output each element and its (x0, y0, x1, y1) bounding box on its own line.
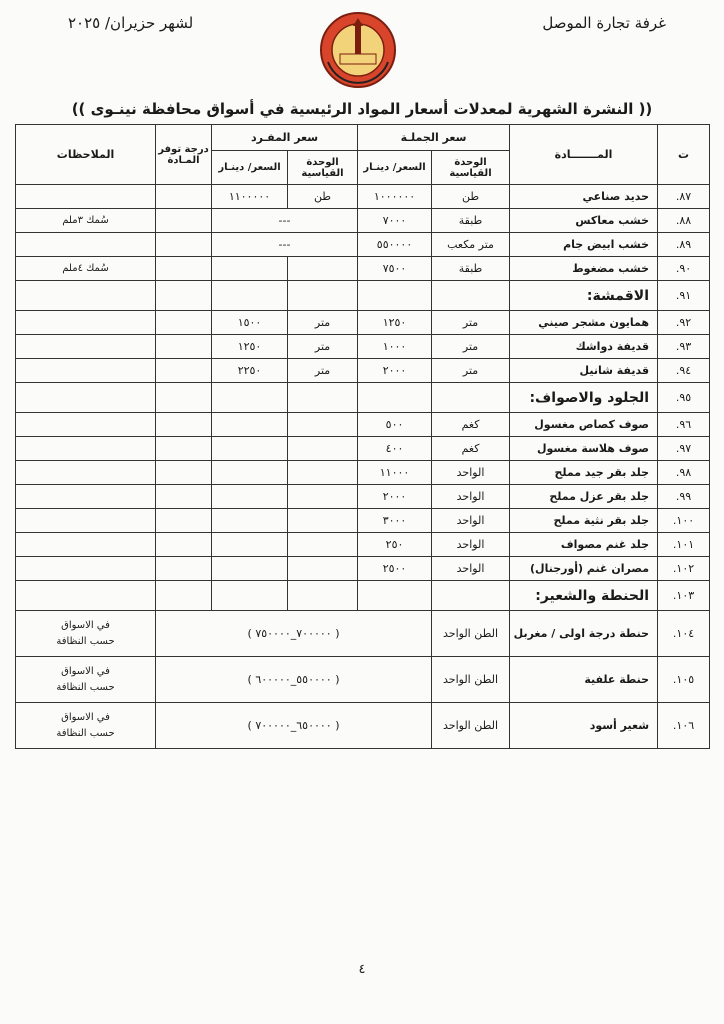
grain-row (16, 703, 710, 749)
bulletin-month: لشهر حزيران/ ٢٠٢٥ (68, 14, 194, 32)
table-row (16, 311, 710, 335)
table-row (16, 233, 710, 257)
retail-price: ٢٢٥٠ (212, 359, 288, 383)
material-name: قديفة دواشك (510, 335, 658, 359)
wholesale-price: ٧٥٠٠ (358, 257, 432, 281)
wholesale-unit: طبقة (432, 257, 510, 281)
notes-line: في الاسواق (61, 665, 110, 677)
wholesale-price: ١٠٠٠٠٠٠ (358, 185, 432, 209)
retail-unit (288, 557, 358, 581)
notes (16, 611, 156, 657)
wholesale-unit: الواحد (432, 509, 510, 533)
row-number: ٨٩. (658, 233, 710, 257)
notes: سُمك ٤ملم (16, 257, 156, 281)
retail-price (212, 461, 288, 485)
availability (156, 311, 212, 335)
wholesale-price-header: السعر/ دينـار (358, 151, 432, 185)
notes: سُمك ٣ملم (16, 209, 156, 233)
section-row (16, 383, 710, 413)
section-row (16, 281, 710, 311)
material-name: حنطة علفية (510, 657, 658, 703)
page-number: ٤ (358, 962, 366, 977)
row-number: ١٠١. (658, 533, 710, 557)
row-number: ١٠٢. (658, 557, 710, 581)
table-row (16, 509, 710, 533)
notes (16, 335, 156, 359)
retail-unit (288, 461, 358, 485)
row-number: ٩٤. (658, 359, 710, 383)
notes (16, 485, 156, 509)
notes (16, 703, 156, 749)
material-name: صوف كصاص مغسول (510, 413, 658, 437)
availability (156, 533, 212, 557)
material-name: حديد صناعي (510, 185, 658, 209)
retail-unit (288, 509, 358, 533)
row-number: ٨٨. (658, 209, 710, 233)
row-number: ٩٧. (658, 437, 710, 461)
wholesale-price: ٢٠٠٠ (358, 359, 432, 383)
retail-unit-header: الوحدة القياسية (288, 151, 358, 185)
table-row (16, 533, 710, 557)
wholesale-price: ٢٠٠٠ (358, 485, 432, 509)
row-number: ١٠٤. (658, 611, 710, 657)
wholesale-unit: متر (432, 335, 510, 359)
grain-unit: الطن الواحد (432, 657, 510, 703)
material-name: همايون مشجر صيني (510, 311, 658, 335)
retail-price (212, 509, 288, 533)
wholesale-price: ٧٠٠٠ (358, 209, 432, 233)
material-name: خشب مضغوط (510, 257, 658, 281)
wholesale-price: ١٠٠٠ (358, 335, 432, 359)
section-title: الحنطة والشعير: (510, 581, 658, 611)
table-row (16, 437, 710, 461)
wholesale-price: ٢٥٠ (358, 533, 432, 557)
availability (156, 185, 212, 209)
col-wholesale-header: سعر الجملـة (358, 125, 510, 151)
grain-row (16, 657, 710, 703)
row-number: ٨٧. (658, 185, 710, 209)
wholesale-unit: متر مكعب (432, 233, 510, 257)
bulletin-title: (( النشرة الشهرية لمعدلات أسعار المواد الرئيسية في أسواق محافظة نينـوى )) (71, 100, 653, 118)
row-number: ٩٠. (658, 257, 710, 281)
wholesale-unit-header: الوحدة القياسية (432, 151, 510, 185)
row-number: ٩٨. (658, 461, 710, 485)
wholesale-unit: طبقة (432, 209, 510, 233)
notes-line: حسب النظافة (56, 635, 115, 647)
wholesale-unit: الواحد (432, 485, 510, 509)
grain-row (16, 611, 710, 657)
row-number: ١٠٠. (658, 509, 710, 533)
wholesale-unit: كغم (432, 413, 510, 437)
material-name: جلد بقر عزل مملح (510, 485, 658, 509)
col-retail-header: سعر المفـرد (212, 125, 358, 151)
notes (16, 509, 156, 533)
availability (156, 233, 212, 257)
wholesale-price: ٥٥٠٠٠٠ (358, 233, 432, 257)
price-range: ( ٥٥٠٠٠٠_٦٠٠٠٠٠ ) (156, 657, 432, 703)
material-name: خشب معاكس (510, 209, 658, 233)
retail-unit: طن (288, 185, 358, 209)
grain-unit: الطن الواحد (432, 703, 510, 749)
material-name: جلد بقر جيد مملح (510, 461, 658, 485)
wholesale-price: ١١٠٠٠ (358, 461, 432, 485)
availability (156, 461, 212, 485)
wholesale-unit: متر (432, 359, 510, 383)
notes (16, 233, 156, 257)
material-name: جلد بقر نثية مملح (510, 509, 658, 533)
section-title: الاقمشة: (510, 281, 658, 311)
material-name: مصران غنم (أورجنال) (510, 557, 658, 581)
retail-unit: متر (288, 359, 358, 383)
row-number: ١٠٥. (658, 657, 710, 703)
row-number: ٩٦. (658, 413, 710, 437)
table-row (16, 359, 710, 383)
price-range: ( ٦٥٠٠٠٠_٧٠٠٠٠٠ ) (156, 703, 432, 749)
col-num-header: ت (658, 125, 710, 185)
row-number: ١٠٦. (658, 703, 710, 749)
material-name: جلد غنم مصواف (510, 533, 658, 557)
prices-table (15, 124, 710, 749)
availability (156, 557, 212, 581)
retail-price (212, 533, 288, 557)
retail-price (212, 485, 288, 509)
material-name: حنطة درجة اولى / مغربل (510, 611, 658, 657)
retail-price: ١٢٥٠ (212, 335, 288, 359)
wholesale-price: ٥٠٠ (358, 413, 432, 437)
col-notes-header: الملاحظات (16, 125, 156, 185)
retail-price (212, 413, 288, 437)
retail-price-header: السعر/ دينـار (212, 151, 288, 185)
material-name: قديفة شانيل (510, 359, 658, 383)
row-number: ٩٩. (658, 485, 710, 509)
row-number: ٩٣. (658, 335, 710, 359)
material-name: شعير أسود (510, 703, 658, 749)
table-row (16, 461, 710, 485)
retail-price-na: --- (212, 233, 358, 257)
table-row (16, 257, 710, 281)
table-row (16, 335, 710, 359)
availability (156, 437, 212, 461)
notes (16, 657, 156, 703)
col-availability-header: درجة توفر المـادة (156, 125, 212, 185)
wholesale-unit: متر (432, 311, 510, 335)
retail-unit (288, 257, 358, 281)
table-row (16, 185, 710, 209)
wholesale-unit: الواحد (432, 557, 510, 581)
retail-unit (288, 533, 358, 557)
wholesale-unit: طن (432, 185, 510, 209)
notes-line: في الاسواق (61, 619, 110, 631)
availability (156, 209, 212, 233)
wholesale-price: ٣٠٠٠ (358, 509, 432, 533)
wholesale-unit: الواحد (432, 533, 510, 557)
chamber-name: غرفة تجارة الموصل (542, 14, 666, 32)
wholesale-price: ٢٥٠٠ (358, 557, 432, 581)
availability (156, 509, 212, 533)
section-title: الجلود والاصواف: (510, 383, 658, 413)
notes (16, 557, 156, 581)
notes (16, 185, 156, 209)
grain-unit: الطن الواحد (432, 611, 510, 657)
price-range: ( ٧٠٠٠٠٠_٧٥٠٠٠٠ ) (156, 611, 432, 657)
notes (16, 437, 156, 461)
availability (156, 257, 212, 281)
availability (156, 485, 212, 509)
chamber-logo-icon (318, 10, 398, 90)
notes (16, 359, 156, 383)
section-row (16, 581, 710, 611)
row-number: ١٠٣. (658, 581, 710, 611)
notes-line: حسب النظافة (56, 681, 115, 693)
retail-unit (288, 413, 358, 437)
notes (16, 461, 156, 485)
retail-price: ١١٠٠٠٠٠ (212, 185, 288, 209)
availability (156, 413, 212, 437)
retail-unit (288, 437, 358, 461)
wholesale-price: ٤٠٠ (358, 437, 432, 461)
retail-unit: متر (288, 335, 358, 359)
table-row (16, 485, 710, 509)
row-number: ٩٢. (658, 311, 710, 335)
availability (156, 335, 212, 359)
table-row (16, 557, 710, 581)
retail-price: ١٥٠٠ (212, 311, 288, 335)
retail-unit: متر (288, 311, 358, 335)
row-number: ٩٥. (658, 383, 710, 413)
retail-price (212, 557, 288, 581)
notes (16, 413, 156, 437)
retail-unit (288, 485, 358, 509)
table-body (16, 185, 710, 749)
notes-line: حسب النظافة (56, 727, 115, 739)
retail-price (212, 257, 288, 281)
row-number: ٩١. (658, 281, 710, 311)
retail-price-na: --- (212, 209, 358, 233)
notes (16, 311, 156, 335)
material-name: خشب ابيض جام (510, 233, 658, 257)
table-row (16, 413, 710, 437)
wholesale-price: ١٢٥٠ (358, 311, 432, 335)
retail-price (212, 437, 288, 461)
col-material-header: المـــــــادة (510, 125, 658, 185)
availability (156, 359, 212, 383)
table-row (16, 209, 710, 233)
notes (16, 533, 156, 557)
wholesale-unit: الواحد (432, 461, 510, 485)
notes-line: في الاسواق (61, 711, 110, 723)
wholesale-unit: كغم (432, 437, 510, 461)
material-name: صوف هلاسة مغسول (510, 437, 658, 461)
